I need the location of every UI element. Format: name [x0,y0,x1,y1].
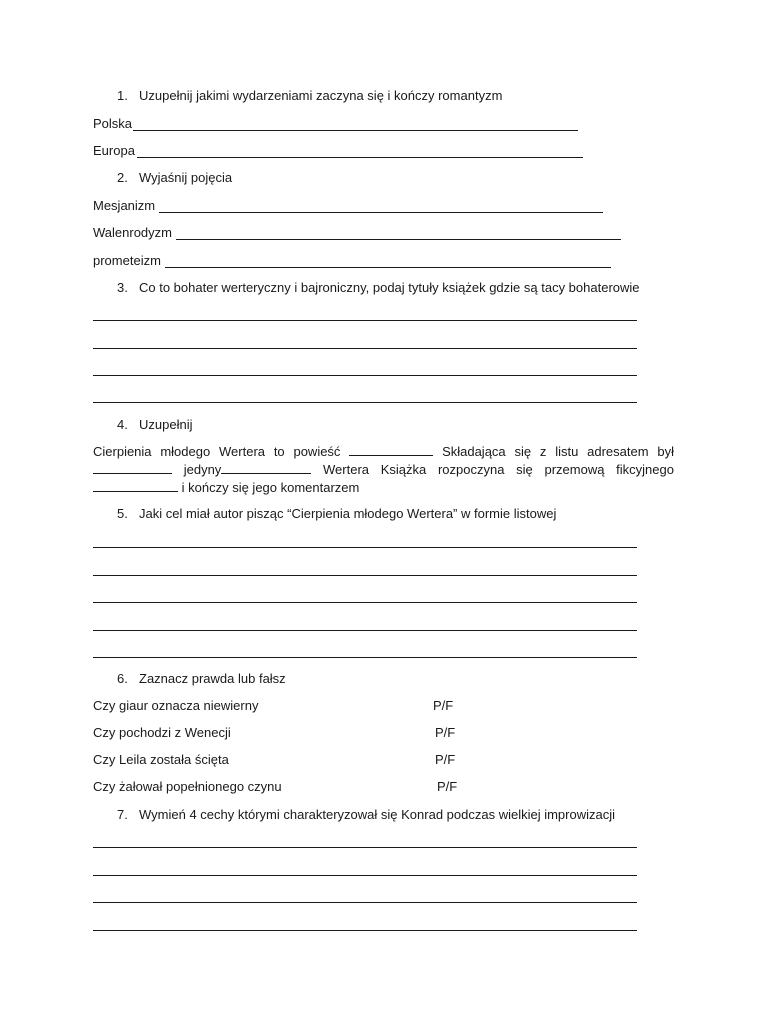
question-text: Jaki cel miał autor pisząc “Cierpienia młodego Wertera” w formie listowej [139,506,557,521]
question-2 [117,170,232,186]
fill-in-paragraph [93,443,674,497]
answer-line[interactable] [93,847,637,848]
paragraph-text: Wertera Książka rozpoczyna się przemową fikcyjnego [323,462,674,477]
question-text: Zaznacz prawda lub fałsz [139,671,286,686]
question-number: 5. [117,506,128,521]
question-text: Wyjaśnij pojęcia [139,170,233,185]
answer-line[interactable] [93,657,637,658]
answer-line[interactable] [93,875,637,876]
question-4 [117,417,192,433]
answer-line[interactable] [93,320,637,321]
question-3 [117,280,640,296]
answer-line[interactable] [93,930,637,931]
blank-field[interactable] [93,461,172,474]
true-false-statement: Czy pochodzi z Wenecji [93,725,231,740]
question-5 [117,506,556,522]
answer-line[interactable] [93,348,637,349]
paragraph-text: i kończy się jego komentarzem [181,480,360,495]
paragraph-text: Cierpienia młodego Wertera to powieść [93,444,341,459]
answer-line[interactable] [93,902,637,903]
question-number: 7. [117,807,128,822]
true-false-option[interactable]: P/F [435,725,456,740]
paragraph-text: Składająca się z listu adresatem był [442,444,674,459]
answer-line[interactable] [93,402,637,403]
question-text: Uzupełnij [139,417,193,432]
field-label-polska: Polska [93,116,133,131]
answer-line-walenrodyzm[interactable] [176,239,621,240]
true-false-option[interactable]: P/F [433,698,454,713]
true-false-option[interactable]: P/F [435,752,456,767]
true-false-statement: Czy żałował popełnionego czynu [93,779,282,794]
answer-line-europa[interactable] [137,157,583,158]
field-label-prometeizm: prometeizm [93,253,161,268]
answer-line[interactable] [93,630,637,631]
question-number: 4. [117,417,128,432]
question-number: 2. [117,170,128,185]
true-false-option[interactable]: P/F [437,779,458,794]
blank-field[interactable] [349,443,433,456]
answer-line[interactable] [93,575,637,576]
blank-field[interactable] [93,479,178,492]
field-label-mesjanizm: Mesjanizm [93,198,156,213]
question-6 [117,671,286,687]
question-text: Uzupełnij jakimi wydarzeniami zaczyna się i kończy romantyzm [139,88,503,103]
answer-line-polska[interactable] [133,130,578,131]
answer-line[interactable] [93,602,637,603]
question-number: 3. [117,280,128,295]
answer-line[interactable] [93,375,637,376]
answer-line[interactable] [93,547,637,548]
field-label-europa: Europa [93,143,135,158]
paragraph-text: jedyny [183,462,222,477]
question-number: 6. [117,671,128,686]
answer-line-prometeizm[interactable] [165,267,611,268]
question-text: Wymień 4 cechy którymi charakteryzował się Konrad podczas wielkiej improwizacji [139,807,615,822]
question-1 [117,88,502,104]
question-number: 1. [117,88,128,103]
question-7 [117,807,615,823]
answer-line-mesjanizm[interactable] [159,212,603,213]
true-false-statement: Czy Leila została ścięta [93,752,229,767]
field-label-walenrodyzm: Walenrodyzm [93,225,172,240]
blank-field[interactable] [221,461,311,474]
true-false-statement: Czy giaur oznacza niewierny [93,698,259,713]
question-text: Co to bohater werteryczny i bajroniczny, podaj tytuły książek gdzie są tacy bohaterowie [139,280,640,295]
